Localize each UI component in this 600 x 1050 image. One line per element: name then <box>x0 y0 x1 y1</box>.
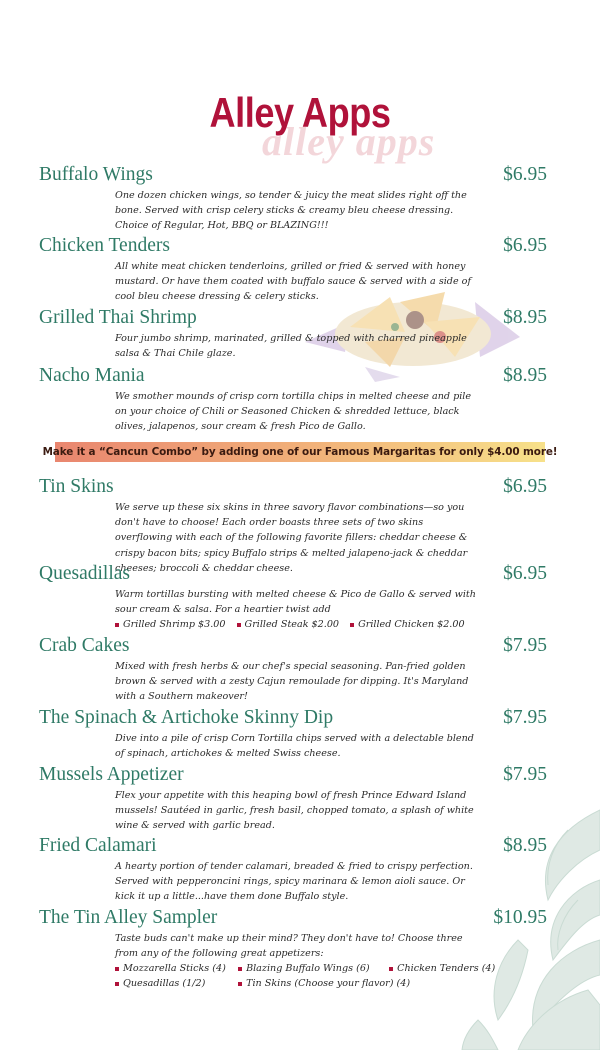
sampler-options-row-1 <box>115 961 547 976</box>
bullet-icon <box>238 967 242 971</box>
item-price: $6.95 <box>503 164 547 185</box>
item-price: $7.95 <box>503 764 547 785</box>
item-description: One dozen chicken wings, so tender & juicy the meat slides right off the bone. Served with crisp celery sticks & creamy bleu cheese dressing. Choice of Regular, Hot, BBQ or BLAZING!!! <box>115 190 467 232</box>
option-grilled-shrimp: Grilled Shrimp $3.00 <box>115 617 225 632</box>
cancun-combo-banner <box>42 442 558 462</box>
item-description: A hearty portion of tender calamari, breaded & fried to crispy perfection. Served with pepperoncini rings, spicy marinara & lemon aioli sauce. Or kick it up a little...have them done Buffalo style. <box>115 861 473 903</box>
option-tin-skins: Tin Skins (Choose your flavor) (4) <box>238 976 410 991</box>
item-description: All white meat chicken tenderloins, grilled or fried & served with honey mustard. Or have them coated with buffalo sauce & served with a side of cool bleu cheese dressing & celery sticks. <box>115 261 471 303</box>
item-name: The Tin Alley Sampler <box>39 907 218 928</box>
item-price: $6.95 <box>503 563 547 584</box>
item-name: Grilled Thai Shrimp <box>39 307 197 328</box>
sampler-options-row-2 <box>115 976 547 991</box>
item-name: Tin Skins <box>39 476 114 497</box>
menu-item <box>39 563 547 632</box>
menu-item <box>39 164 547 234</box>
bullet-icon <box>389 967 393 971</box>
item-price: $8.95 <box>503 835 547 856</box>
option-grilled-chicken: Grilled Chicken $2.00 <box>350 617 464 632</box>
item-description: We smother mounds of crisp corn tortilla chips in melted cheese and pile on your choice of Chili or Seasoned Chicken & shredded lettuce, black olives, jalapenos, sour cream & fresh Pico de Gallo. <box>115 391 472 433</box>
item-price: $8.95 <box>503 365 547 386</box>
item-price: $7.95 <box>503 707 547 728</box>
menu-item <box>39 235 547 305</box>
item-price: $7.95 <box>503 635 547 656</box>
item-description: Dive into a pile of crisp Corn Tortilla chips served with a delectable blend of spinach, artichokes & melted Swiss cheese. <box>115 733 474 760</box>
menu-item <box>39 764 547 834</box>
item-name: Fried Calamari <box>39 835 157 856</box>
bullet-icon <box>237 623 241 627</box>
item-price: $8.95 <box>503 307 547 328</box>
item-name: Crab Cakes <box>39 635 130 656</box>
bullet-icon <box>350 623 354 627</box>
banner-text: Make it a “Cancun Combo” by adding one of our Famous Margaritas for only $4.00 more! <box>42 446 558 458</box>
option-mozzarella-sticks: Mozzarella Sticks (4) <box>115 961 227 976</box>
menu-item <box>39 907 547 991</box>
bullet-icon <box>115 982 119 986</box>
menu-item <box>39 635 547 705</box>
item-description: Taste buds can't make up their mind? They don't have to! Choose three from any of the following great appetizers: <box>115 933 463 960</box>
bullet-icon <box>115 967 119 971</box>
item-name: The Spinach & Artichoke Skinny Dip <box>39 707 334 728</box>
item-description: We serve up these six skins in three savory flavor combinations—so you don't have to choose! Each order boasts three sets of two skins overflowing with each of the following favorite fillers: cheddar cheese & crispy bacon bits; spicy Buffalo strips & melted jalapeno-jack & cheddar cheeses; broccoli & cheddar cheese. <box>115 502 468 574</box>
option-grilled-steak: Grilled Steak $2.00 <box>237 617 339 632</box>
item-description: Mixed with fresh herbs & our chef's special seasoning. Pan-fried golden brown & served with a zesty Cajun remoulade for dipping. It's Maryland with a Southern makeover! <box>115 661 469 703</box>
item-description: Warm tortillas bursting with melted cheese & Pico de Gallo & served with sour cream & salsa. For a heartier twist add <box>115 589 476 616</box>
menu-item <box>39 476 547 576</box>
option-quesadillas: Quesadillas (1/2) <box>115 976 227 991</box>
item-description: Four jumbo shrimp, marinated, grilled & topped with charred pineapple salsa & Thai Chile glaze. <box>115 333 467 360</box>
item-price: $10.95 <box>493 907 547 928</box>
item-name: Buffalo Wings <box>39 164 153 185</box>
item-name: Nacho Mania <box>39 365 145 386</box>
item-price: $6.95 <box>503 476 547 497</box>
menu-item <box>39 707 547 761</box>
page-title: Alley Apps <box>209 89 391 136</box>
item-description: Flex your appetite with this heaping bowl of fresh Prince Edward Island mussels! Sautéed in garlic, fresh basil, chopped tomato, a splash of white wine & served with garlic bread. <box>115 790 474 832</box>
menu-item <box>39 365 547 435</box>
add-on-options <box>115 617 547 632</box>
bullet-icon <box>115 623 119 627</box>
item-name: Quesadillas <box>39 563 130 584</box>
item-price: $6.95 <box>503 235 547 256</box>
item-name: Mussels Appetizer <box>39 764 184 785</box>
bullet-icon <box>238 982 242 986</box>
option-chicken-tenders: Chicken Tenders (4) <box>389 961 495 976</box>
menu-item <box>39 307 547 361</box>
item-name: Chicken Tenders <box>39 235 170 256</box>
option-blazing-buffalo-wings: Blazing Buffalo Wings (6) <box>238 961 378 976</box>
watermark-text: alley apps <box>262 119 436 164</box>
menu-item <box>39 835 547 905</box>
